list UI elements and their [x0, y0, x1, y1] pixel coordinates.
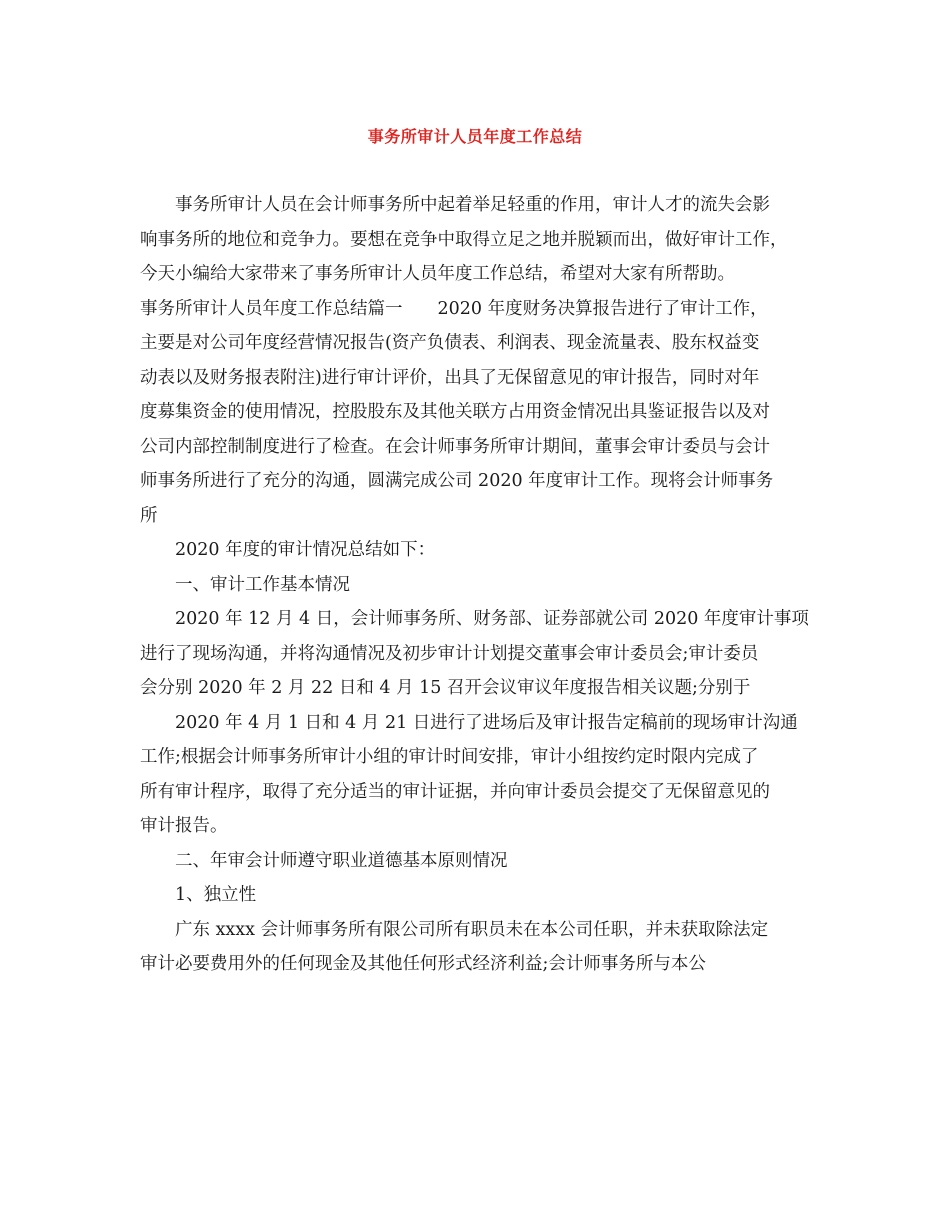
paragraph-line: 所有审计程序，取得了充分适当的审计证据，并向审计委员会提交了无保留意见的: [140, 781, 770, 802]
paragraph-line: 主要是对公司年度经营情况报告(资产负债表、利润表、现金流量表、股东权益变: [140, 333, 760, 353]
paragraph-line: 2020 年 12 月 4 日，会计师事务所、财务部、证券部就公司 2020 年度审计事项: [175, 609, 809, 629]
paragraph-line: 2020 年 4 月 1 日和 4 月 21 日进行了进场后及审计报告定稿前的现场审计沟通: [175, 712, 798, 733]
paragraph-line: 度募集资金的使用情况，控股股东及其他关联方占用资金情况出具鉴证报告以及对: [140, 402, 770, 422]
paragraph-line: 进行了现场沟通，并将沟通情况及初步审计计划提交董事会审计委员会;审计委员: [140, 643, 759, 664]
section-heading: 一、审计工作基本情况: [175, 574, 350, 595]
paragraph-line: 公司内部控制制度进行了检查。在会计师事务所审计期间，董事会审计委员与会计: [140, 436, 770, 457]
paragraph-line: 所: [140, 505, 158, 526]
section-heading: 二、年审会计师遵守职业道德基本原则情况: [175, 850, 508, 871]
paragraph-line: 审计必要费用外的任何现金及其他任何形式经济利益;会计师事务所与本公: [140, 954, 706, 974]
document-title: 事务所审计人员年度工作总结: [367, 127, 583, 146]
paragraph-line: 广东 xxxx 会计师事务所有限公司所有职员未在本公司任职，并未获取除法定: [175, 919, 769, 940]
paragraph-line: 事务所审计人员年度工作总结篇一 2020 年度财务决算报告进行了审计工作，: [140, 298, 768, 319]
paragraph-line: 2020 年度的审计情况总结如下：: [175, 540, 436, 560]
paragraph-line: 工作;根据会计师事务所审计小组的审计时间安排，审计小组按约定时限内完成了: [140, 747, 759, 767]
paragraph-line: 事务所审计人员在会计师事务所中起着举足轻重的作用，审计人才的流失会影: [175, 195, 770, 215]
paragraph-line: 审计报告。: [140, 816, 228, 836]
paragraph-line: 今天小编给大家带来了事务所审计人员年度工作总结，希望对大家有所帮助。: [140, 264, 735, 284]
paragraph-line: 会分别 2020 年 2 月 22 日和 4 月 15 召开会议审议年度报告相关议题;分别于: [140, 678, 751, 698]
subsection-heading: 1、独立性: [175, 885, 257, 905]
document-body: [140, 188, 820, 982]
paragraph-line: 师事务所进行了充分的沟通，圆满完成公司 2020 年度审计工作。现将会计师事务: [140, 471, 774, 491]
paragraph-line: 动表以及财务报表附注)进行审计评价，出具了无保留意见的审计报告，同时对年: [140, 367, 760, 388]
paragraph-line: 响事务所的地位和竞争力。要想在竞争中取得立足之地并脱颖而出，做好审计工作，: [140, 229, 788, 250]
